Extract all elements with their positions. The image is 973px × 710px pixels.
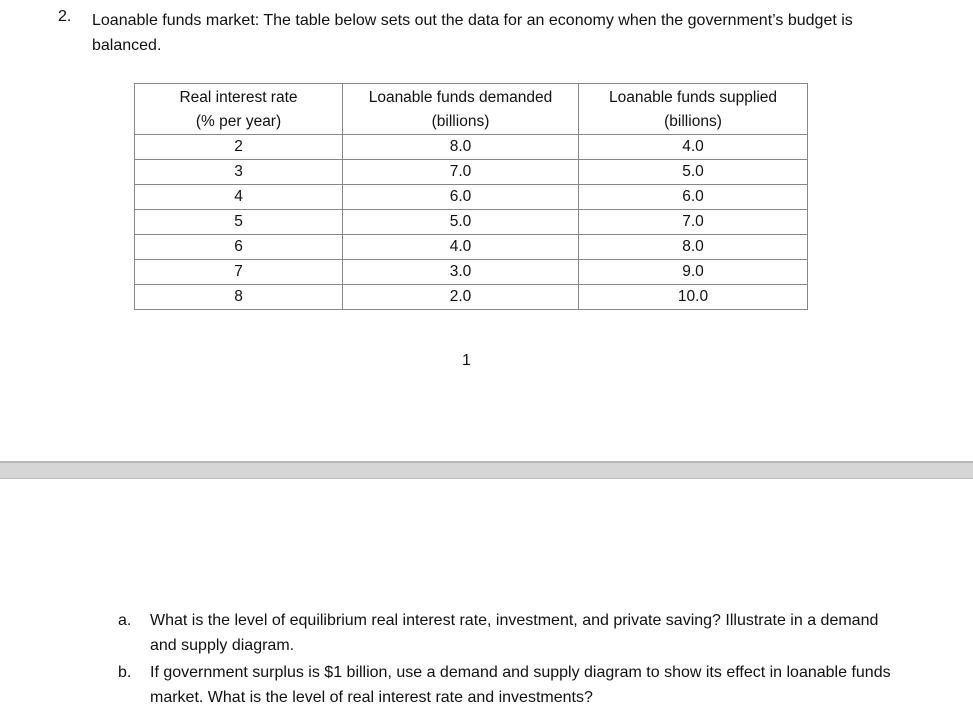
cell-interest-rate: 2 [135, 135, 343, 160]
cell-funds-supplied: 4.0 [579, 135, 808, 160]
cell-funds-demanded: 5.0 [343, 210, 579, 235]
cell-funds-supplied: 6.0 [579, 185, 808, 210]
question-number: 2. [58, 8, 72, 25]
header-funds-supplied-units: (billions) [579, 110, 808, 135]
cell-funds-demanded: 7.0 [343, 160, 579, 185]
question-text: Loanable funds market: The table below sets out the data for an economy when the government’s budget is balanced. [92, 12, 853, 54]
cell-interest-rate: 5 [135, 210, 343, 235]
table-header-row-units [135, 110, 808, 135]
cell-interest-rate: 7 [135, 260, 343, 285]
subquestion-b [118, 660, 908, 710]
table-header-row [135, 84, 808, 111]
table-row [135, 260, 808, 285]
cell-interest-rate: 8 [135, 285, 343, 310]
cell-funds-demanded: 6.0 [343, 185, 579, 210]
header-funds-supplied: Loanable funds supplied [579, 84, 808, 111]
cell-interest-rate: 6 [135, 235, 343, 260]
cell-interest-rate: 4 [135, 185, 343, 210]
header-interest-rate-units: (% per year) [135, 110, 343, 135]
cell-funds-supplied: 10.0 [579, 285, 808, 310]
table-row [135, 210, 808, 235]
cell-funds-demanded: 2.0 [343, 285, 579, 310]
cell-funds-supplied: 7.0 [579, 210, 808, 235]
subquestion-a-label: a. [118, 612, 132, 629]
header-funds-demanded: Loanable funds demanded [343, 84, 579, 111]
cell-funds-supplied: 9.0 [579, 260, 808, 285]
cell-funds-demanded: 8.0 [343, 135, 579, 160]
subquestion-b-label: b. [118, 664, 132, 681]
subquestion-b-text: If government surplus is $1 billion, use a demand and supply diagram to show its effect in loanable funds market. What is the level of real interest rate and investments? [150, 664, 891, 706]
table-row [135, 135, 808, 160]
subquestion-a [118, 608, 908, 658]
page-separator [0, 461, 973, 479]
cell-funds-demanded: 3.0 [343, 260, 579, 285]
table-row [135, 285, 808, 310]
subquestion-a-text: What is the level of equilibrium real interest rate, investment, and private saving? Illustrate in a demand and supply diagram. [150, 612, 879, 654]
header-funds-demanded-units: (billions) [343, 110, 579, 135]
header-interest-rate: Real interest rate [135, 84, 343, 111]
table-row [135, 235, 808, 260]
cell-funds-supplied: 5.0 [579, 160, 808, 185]
table-row [135, 160, 808, 185]
cell-funds-demanded: 4.0 [343, 235, 579, 260]
cell-interest-rate: 3 [135, 160, 343, 185]
cell-funds-supplied: 8.0 [579, 235, 808, 260]
table-row [135, 185, 808, 210]
loanable-funds-table [134, 83, 808, 310]
page-number: 1 [462, 352, 471, 369]
